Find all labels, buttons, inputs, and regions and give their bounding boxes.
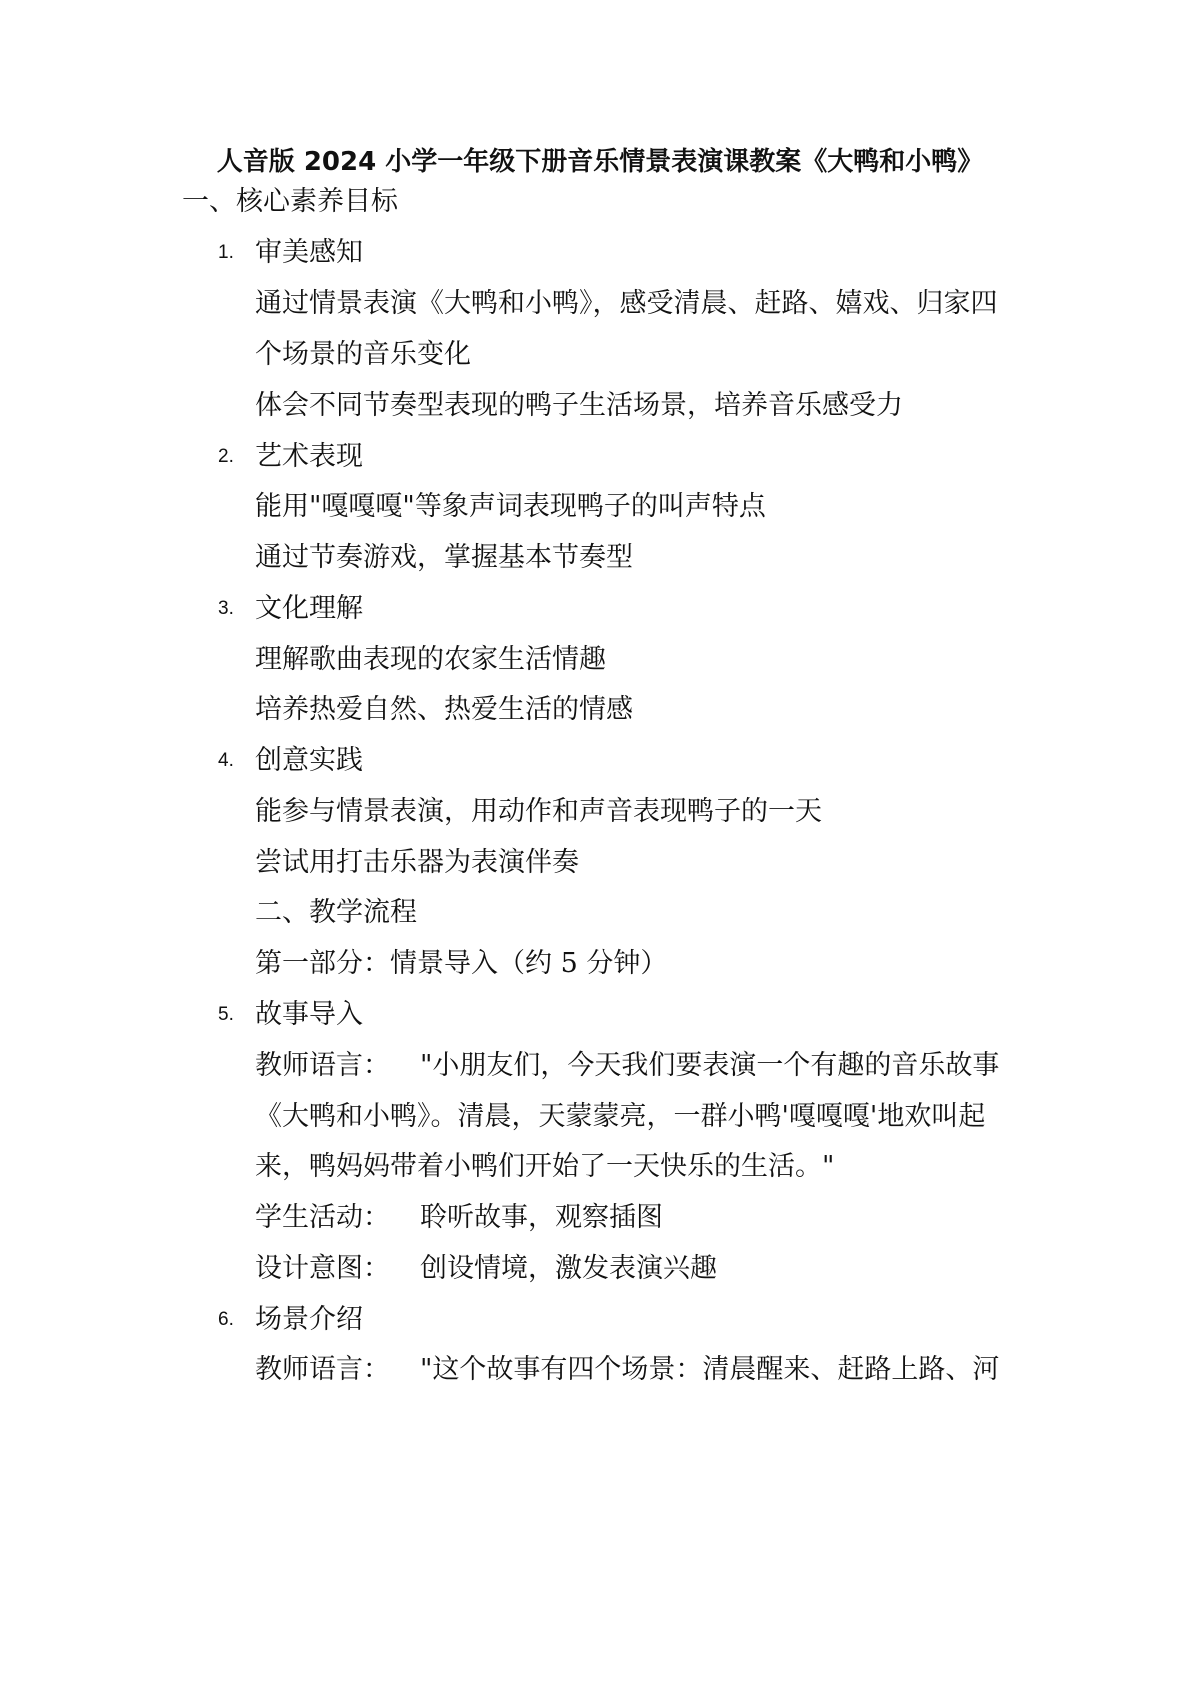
design-intent-line bbox=[255, 1249, 717, 1289]
item-heading-culture: 文化理解 bbox=[255, 593, 363, 624]
body-line: 通过节奏游戏，掌握基本节奏型 bbox=[255, 542, 633, 573]
item-heading-creative: 创意实践 bbox=[255, 745, 363, 776]
item-heading-aesthetic: 审美感知 bbox=[255, 237, 363, 268]
item-heading-scenes: 场景介绍 bbox=[255, 1304, 363, 1335]
body-line: 理解歌曲表现的农家生活情趣 bbox=[255, 644, 606, 675]
document-title: 人音版 2024 小学一年级下册音乐情景表演课教案《大鸭和小鸭》 bbox=[216, 147, 984, 177]
part-heading: 第一部分：情景导入（约 5 分钟） bbox=[255, 948, 668, 979]
teacher-speech-line: 来，鸭妈妈带着小鸭们开始了一天快乐的生活。" bbox=[255, 1151, 835, 1182]
student-activity-label: 学生活动： bbox=[255, 1202, 390, 1233]
section-heading-process: 二、教学流程 bbox=[255, 897, 417, 928]
body-line: 能用"嘎嘎嘎"等象声词表现鸭子的叫声特点 bbox=[255, 491, 766, 522]
design-intent-label: 设计意图： bbox=[255, 1253, 390, 1284]
section-heading-goals: 一、核心素养目标 bbox=[182, 186, 398, 217]
teacher-speech: "小朋友们，今天我们要表演一个有趣的音乐故事 bbox=[420, 1050, 1000, 1081]
teacher-speech-line bbox=[255, 1046, 999, 1086]
teacher-label: 教师语言： bbox=[255, 1050, 390, 1081]
list-number: 5. bbox=[218, 1004, 234, 1025]
item-heading-expression: 艺术表现 bbox=[255, 441, 363, 472]
teacher-speech-line bbox=[255, 1350, 999, 1390]
body-line: 体会不同节奏型表现的鸭子生活场景，培养音乐感受力 bbox=[255, 390, 903, 421]
design-intent-text: 创设情境，激发表演兴趣 bbox=[420, 1253, 717, 1284]
body-line: 个场景的音乐变化 bbox=[255, 339, 471, 370]
list-number: 6. bbox=[218, 1309, 234, 1330]
item-heading-story: 故事导入 bbox=[255, 999, 363, 1030]
body-line: 能参与情景表演，用动作和声音表现鸭子的一天 bbox=[255, 796, 822, 827]
student-activity-line bbox=[255, 1198, 663, 1238]
list-number: 2. bbox=[218, 446, 234, 467]
body-line: 尝试用打击乐器为表演伴奏 bbox=[255, 847, 579, 878]
list-number: 4. bbox=[218, 750, 234, 771]
teacher-speech-line: 《大鸭和小鸭》。清晨，天蒙蒙亮，一群小鸭'嘎嘎嘎'地欢叫起 bbox=[255, 1101, 986, 1132]
body-line: 培养热爱自然、热爱生活的情感 bbox=[255, 694, 633, 725]
student-activity-text: 聆听故事，观察插图 bbox=[420, 1202, 663, 1233]
list-number: 3. bbox=[218, 598, 234, 619]
list-number: 1. bbox=[218, 242, 234, 263]
teacher-label: 教师语言： bbox=[255, 1354, 390, 1385]
body-line: 通过情景表演《大鸭和小鸭》，感受清晨、赶路、嬉戏、归家四 bbox=[255, 288, 998, 319]
teacher-speech: "这个故事有四个场景：清晨醒来、赶路上路、河 bbox=[420, 1354, 1000, 1385]
